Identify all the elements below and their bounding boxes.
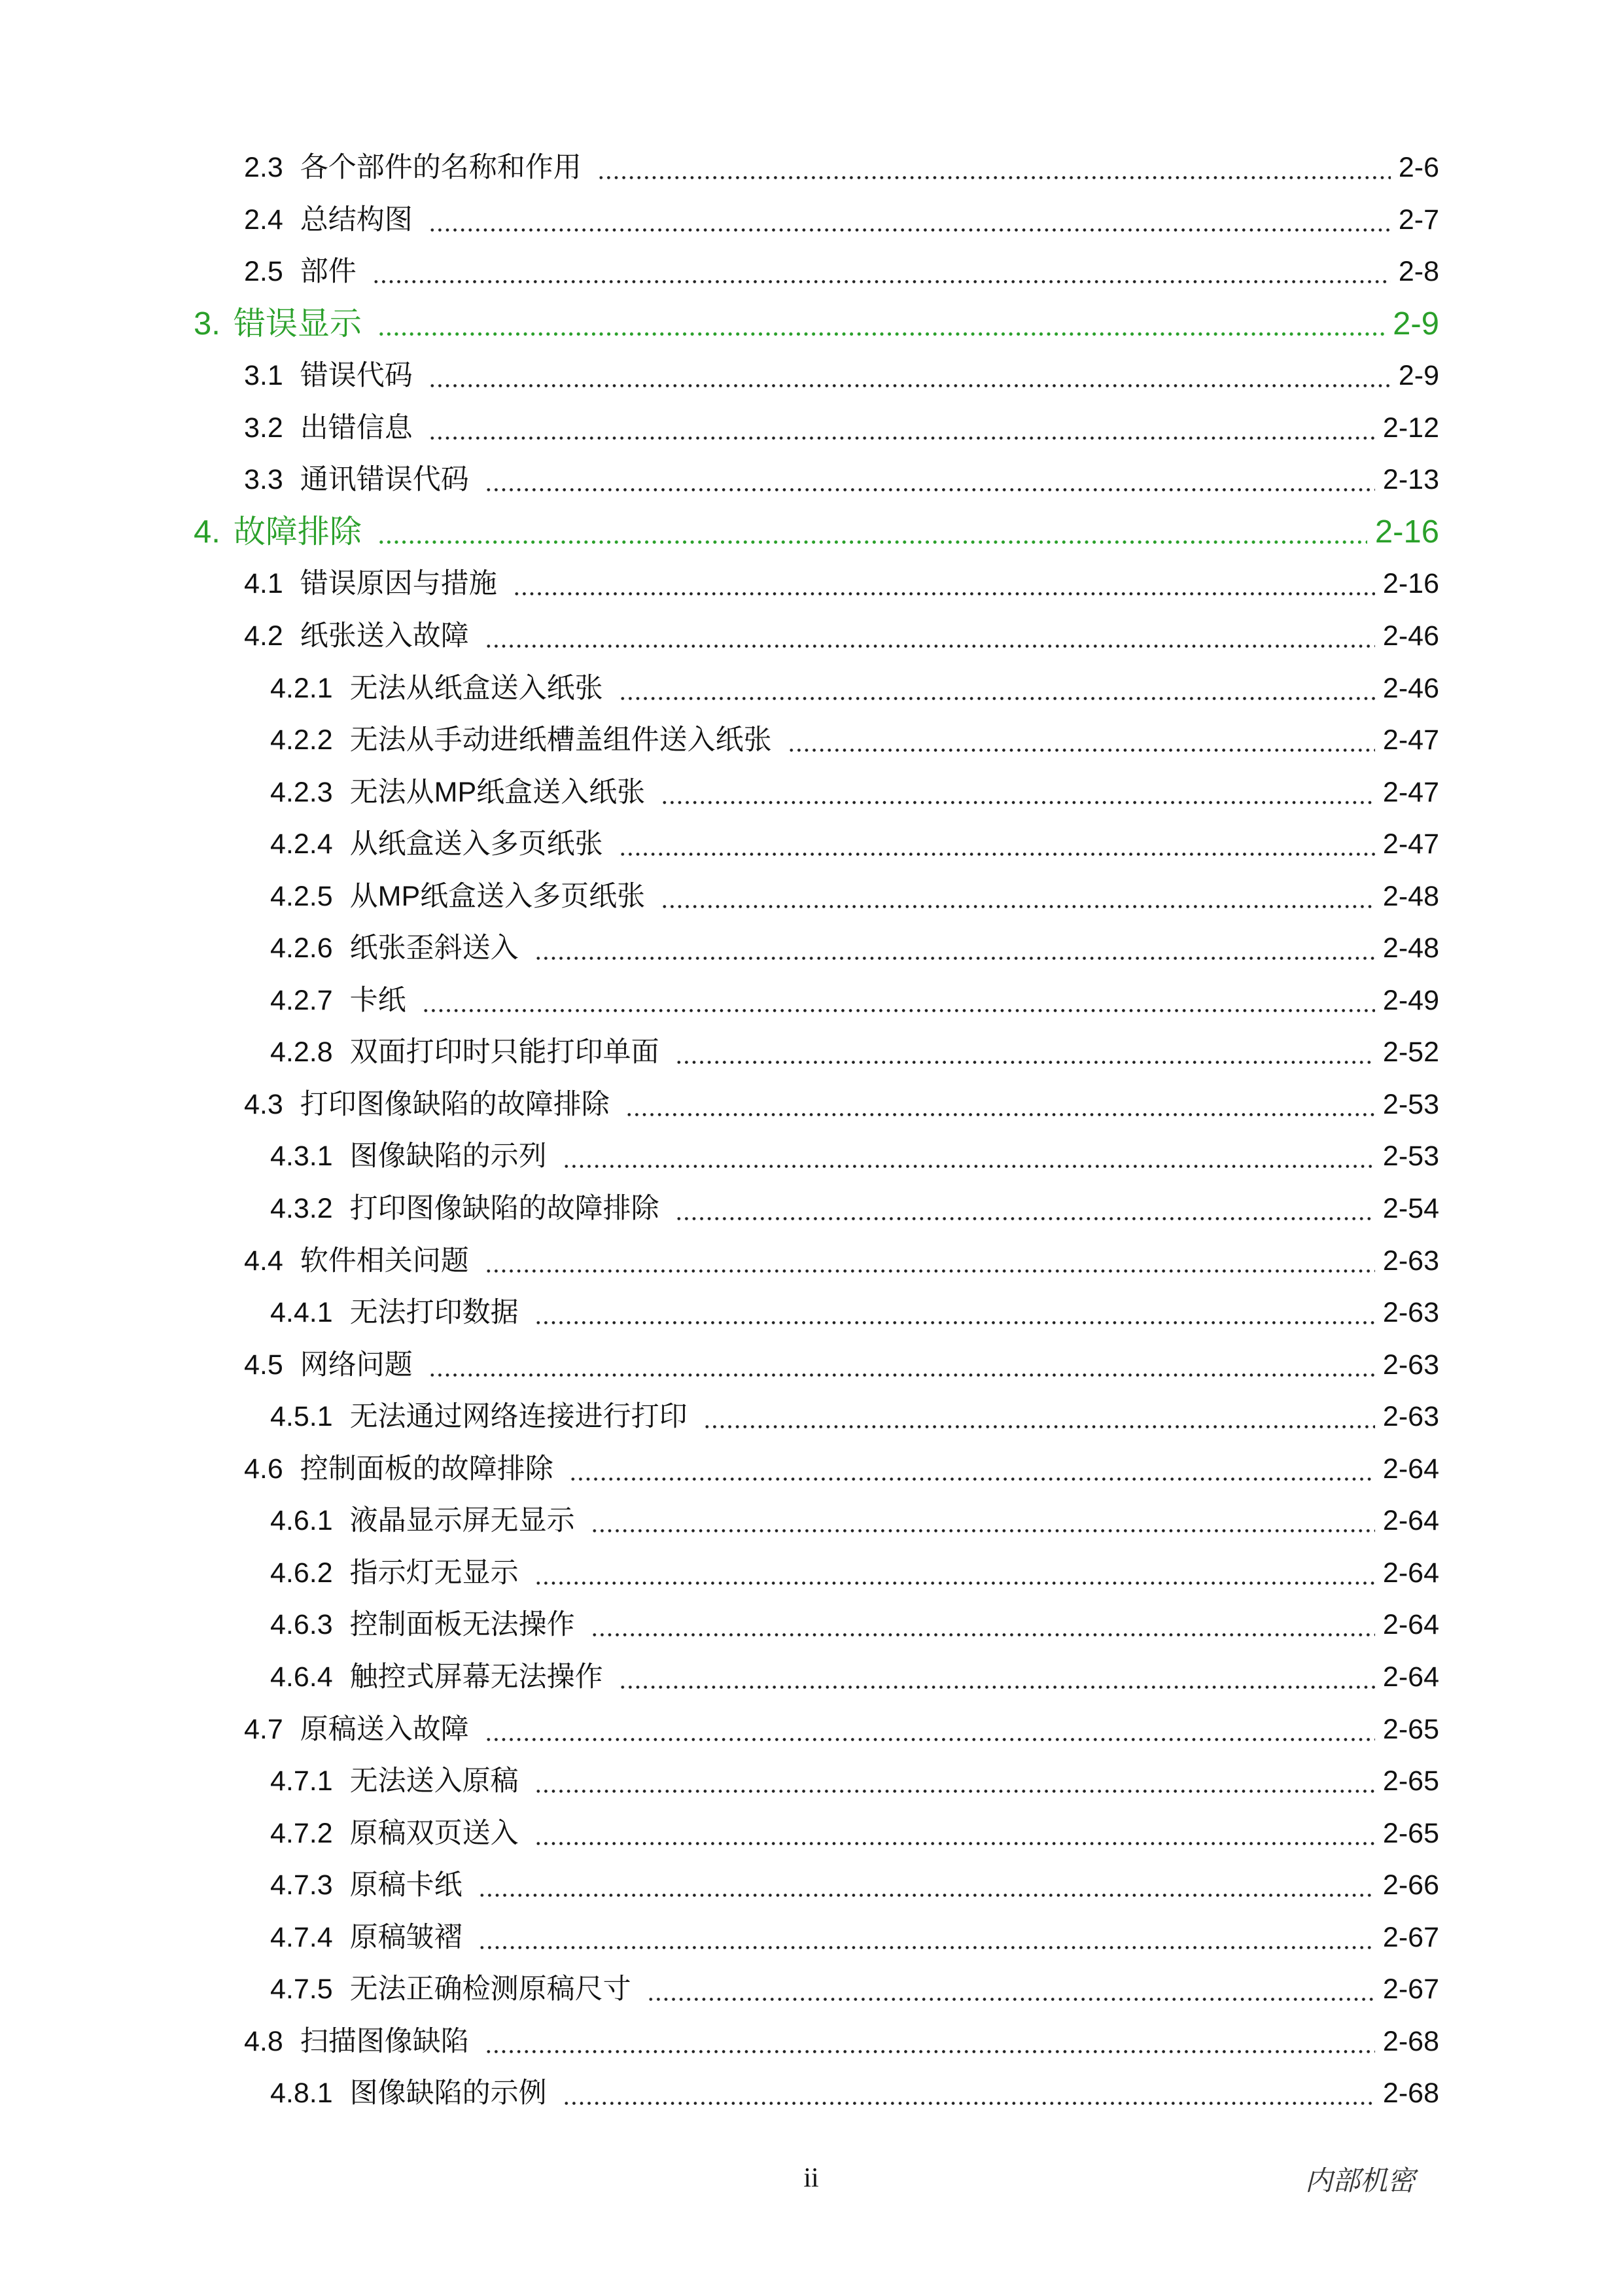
toc-entry-number: 4.6.4 xyxy=(270,1661,333,1693)
toc-entry-page: 2-68 xyxy=(1382,2077,1439,2109)
toc-entry-title: 无法打印数据 xyxy=(349,1297,519,1328)
toc-entry[interactable] xyxy=(244,251,1439,292)
toc-entry[interactable] xyxy=(270,1916,1439,1958)
toc-entry[interactable] xyxy=(270,1604,1439,1646)
toc-entry-page: 2-64 xyxy=(1382,1661,1439,1693)
toc-entry[interactable] xyxy=(270,771,1439,813)
toc-entry-number: 4.6.3 xyxy=(270,1609,333,1640)
toc-entry[interactable] xyxy=(244,407,1439,449)
page-number: ii xyxy=(803,2163,819,2193)
toc-entry-title: 从纸盒送入多页纸张 xyxy=(349,828,603,860)
toc-entry-page: 2-6 xyxy=(1398,152,1439,183)
dot-leader xyxy=(619,1656,1375,1698)
toc-entry[interactable] xyxy=(244,615,1439,657)
toc-entry-title: 无法送入原稿 xyxy=(349,1765,519,1797)
toc-entry-title: 部件 xyxy=(300,256,357,287)
toc-entry-number: 3.1 xyxy=(244,360,283,391)
toc-entry[interactable] xyxy=(270,980,1439,1021)
toc-entry-number: 4.6 xyxy=(244,1453,283,1485)
dot-leader xyxy=(478,1864,1375,1906)
toc-entry-page: 2-65 xyxy=(1382,1765,1439,1797)
toc-entry-page: 2-64 xyxy=(1382,1453,1439,1485)
toc-entry-number: 4.7.3 xyxy=(270,1869,333,1901)
toc-entry[interactable] xyxy=(244,1708,1439,1750)
toc-entry-page: 2-46 xyxy=(1382,620,1439,652)
dot-leader xyxy=(485,615,1375,657)
toc-entry[interactable] xyxy=(244,355,1439,397)
toc-entry-title: 无法正确检测原稿尺寸 xyxy=(349,1973,631,2005)
toc-entry-page: 2-64 xyxy=(1382,1557,1439,1589)
dot-leader xyxy=(372,251,1391,292)
dot-leader xyxy=(597,147,1391,188)
toc-entry-number: 4.2.8 xyxy=(270,1036,333,1068)
toc-entry[interactable] xyxy=(270,719,1439,761)
toc-entry-number: 2.3 xyxy=(244,152,283,183)
toc-entry-page: 2-47 xyxy=(1382,828,1439,860)
toc-entry[interactable] xyxy=(244,1448,1439,1490)
toc-entry-page: 2-9 xyxy=(1398,360,1439,391)
dot-leader xyxy=(661,771,1375,813)
toc-entry-title: 扫描图像缺陷 xyxy=(300,2026,469,2057)
toc-entry-number: 4.7.4 xyxy=(270,1922,333,1953)
toc-entry[interactable] xyxy=(244,1240,1439,1282)
toc-entry-title: 图像缺陷的示例 xyxy=(349,2077,547,2109)
toc-entry-title: 原稿卡纸 xyxy=(349,1869,462,1901)
dot-leader xyxy=(478,1916,1375,1958)
dot-leader xyxy=(485,1708,1375,1750)
toc-entry-number: 4.3.1 xyxy=(270,1140,333,1172)
toc-entry-title: 总结构图 xyxy=(300,204,413,236)
dot-leader xyxy=(485,1240,1375,1282)
toc-entry-number: 4.3.2 xyxy=(270,1193,333,1224)
toc-entry[interactable] xyxy=(270,1292,1439,1333)
toc-entry-number: 3.3 xyxy=(244,464,283,495)
toc-entry-number: 4.5 xyxy=(244,1349,283,1381)
toc-entry-number: 4.6.1 xyxy=(270,1505,333,1536)
toc-entry-page: 2-64 xyxy=(1382,1505,1439,1536)
toc-entry[interactable] xyxy=(270,927,1439,969)
toc-entry-number: 4.5.1 xyxy=(270,1401,333,1432)
toc-entry-title: 各个部件的名称和作用 xyxy=(300,152,582,183)
confidential-label: 内部机密 xyxy=(1305,2164,1416,2197)
toc-entry-title: 指示灯无显示 xyxy=(349,1557,519,1589)
toc-entry-title: 图像缺陷的示列 xyxy=(349,1140,547,1172)
dot-leader xyxy=(428,1344,1375,1386)
toc-entry-title: 打印图像缺陷的故障排除 xyxy=(349,1193,659,1224)
toc-entry[interactable] xyxy=(270,2072,1439,2114)
toc-entry-number: 2.4 xyxy=(244,204,283,236)
toc-entry-number: 4.4 xyxy=(244,1245,283,1277)
toc-entry-number: 4.7.5 xyxy=(270,1973,333,2005)
toc-entry-title: 无法从手动进纸槽盖组件送入纸张 xyxy=(349,724,772,756)
toc-entry[interactable] xyxy=(270,1188,1439,1229)
toc-entry-page: 2-64 xyxy=(1382,1609,1439,1640)
toc-entry-page: 2-13 xyxy=(1382,464,1439,495)
toc-entry-number: 4.8.1 xyxy=(270,2077,333,2109)
toc-entry-page: 2-53 xyxy=(1382,1089,1439,1120)
toc-entry-title: 无法从纸盒送入纸张 xyxy=(349,673,603,704)
dot-leader xyxy=(703,1396,1375,1438)
toc-entry-number: 2.5 xyxy=(244,256,283,287)
toc-entry-page: 2-63 xyxy=(1382,1349,1439,1381)
toc-entry-page: 2-65 xyxy=(1382,1818,1439,1849)
toc-entry[interactable] xyxy=(270,875,1439,917)
toc-entry-page: 2-65 xyxy=(1382,1714,1439,1745)
toc-entry-title: 打印图像缺陷的故障排除 xyxy=(300,1089,610,1120)
toc-entry-number: 3.2 xyxy=(244,412,283,444)
toc-entry-title: 网络问题 xyxy=(300,1349,413,1381)
toc-entry[interactable] xyxy=(270,823,1439,865)
toc-entry-number: 4.2.2 xyxy=(270,724,333,756)
toc-entry[interactable] xyxy=(270,1812,1439,1854)
dot-leader xyxy=(428,407,1375,449)
toc-entry-page: 2-9 xyxy=(1393,306,1439,342)
toc-entry[interactable] xyxy=(244,563,1439,605)
dot-leader xyxy=(619,823,1375,865)
toc-entry-page: 2-46 xyxy=(1382,673,1439,704)
dot-leader xyxy=(563,1135,1375,1177)
toc-entry[interactable] xyxy=(270,1656,1439,1698)
toc-entry-page: 2-63 xyxy=(1382,1401,1439,1432)
dot-leader xyxy=(485,2021,1375,2062)
dot-leader xyxy=(534,1812,1375,1854)
toc-entry-page: 2-12 xyxy=(1382,412,1439,444)
toc-entry-page: 2-16 xyxy=(1382,568,1439,599)
toc-chapter-entry[interactable] xyxy=(194,511,1439,553)
dot-leader xyxy=(675,1031,1375,1073)
toc-entry-number: 4.7.1 xyxy=(270,1765,333,1797)
toc-entry-number: 4.8 xyxy=(244,2026,283,2057)
toc-entry[interactable] xyxy=(244,459,1439,501)
dot-leader xyxy=(647,1968,1375,2010)
toc-entry-page: 2-66 xyxy=(1382,1869,1439,1901)
toc-entry-title: 无法从MP纸盒送入纸张 xyxy=(349,777,646,808)
toc-entry-number: 4.4.1 xyxy=(270,1297,333,1328)
toc-entry-title: 触控式屏幕无法操作 xyxy=(349,1661,603,1693)
dot-leader xyxy=(591,1604,1375,1646)
toc-entry[interactable] xyxy=(244,199,1439,241)
dot-leader xyxy=(513,563,1375,605)
toc-entry-number: 4.2.1 xyxy=(270,673,333,704)
toc-entry-title: 原稿双页送入 xyxy=(349,1818,519,1849)
toc-entry[interactable] xyxy=(270,1864,1439,1906)
toc-entry-number: 4.2 xyxy=(244,620,283,652)
dot-leader xyxy=(377,303,1385,345)
toc-entry-page: 2-68 xyxy=(1382,2026,1439,2057)
toc-entry[interactable] xyxy=(270,1135,1439,1177)
toc-entry-number: 4.2.7 xyxy=(270,985,333,1016)
toc-entry-title: 纸张送入故障 xyxy=(300,620,469,652)
toc-entry-number: 3. xyxy=(194,306,220,342)
toc-entry-title: 错误显示 xyxy=(233,306,362,342)
toc-entry-page: 2-54 xyxy=(1382,1193,1439,1224)
toc-entry-page: 2-8 xyxy=(1398,256,1439,287)
toc-entry-page: 2-47 xyxy=(1382,724,1439,756)
toc-entry-number: 4.2.5 xyxy=(270,881,333,912)
toc-entry-number: 4.7.2 xyxy=(270,1818,333,1849)
dot-leader xyxy=(485,459,1375,501)
toc-entry-title: 液晶显示屏无显示 xyxy=(349,1505,575,1536)
toc-entry[interactable] xyxy=(270,1500,1439,1542)
dot-leader xyxy=(661,875,1375,917)
toc-entry-page: 2-67 xyxy=(1382,1922,1439,1953)
toc-entry-page: 2-67 xyxy=(1382,1973,1439,2005)
toc-entry-title: 无法通过网络连接进行打印 xyxy=(349,1401,688,1432)
toc-entry-title: 软件相关问题 xyxy=(300,1245,469,1277)
toc-entry-title: 出错信息 xyxy=(300,412,413,444)
toc-entry-number: 4.6.2 xyxy=(270,1557,333,1589)
dot-leader xyxy=(534,1760,1375,1802)
toc-entry[interactable] xyxy=(270,1760,1439,1802)
dot-leader xyxy=(534,1552,1375,1594)
dot-leader xyxy=(675,1188,1375,1229)
dot-leader xyxy=(619,667,1375,709)
toc-entry-number: 4.7 xyxy=(244,1714,283,1745)
dot-leader xyxy=(534,927,1375,969)
toc-entry-page: 2-49 xyxy=(1382,985,1439,1016)
dot-leader xyxy=(788,719,1375,761)
toc-entry-number: 4. xyxy=(194,514,220,550)
toc-entry-page: 2-7 xyxy=(1398,204,1439,236)
toc-entry[interactable] xyxy=(270,1396,1439,1438)
toc-entry-number: 4.2.3 xyxy=(270,777,333,808)
toc-entry-number: 4.2.6 xyxy=(270,932,333,964)
toc-entry-title: 控制面板的故障排除 xyxy=(300,1453,553,1485)
toc-entry-title: 卡纸 xyxy=(349,985,406,1016)
toc-entry-title: 错误代码 xyxy=(300,360,413,391)
toc-entry-title: 通讯错误代码 xyxy=(300,464,469,495)
toc-entry[interactable] xyxy=(244,1344,1439,1386)
toc-entry-number: 4.3 xyxy=(244,1089,283,1120)
dot-leader xyxy=(377,511,1367,553)
toc-entry-title: 从MP纸盒送入多页纸张 xyxy=(349,881,646,912)
dot-leader xyxy=(563,2072,1375,2114)
toc-entry-title: 纸张歪斜送入 xyxy=(349,932,519,964)
dot-leader xyxy=(422,980,1375,1021)
toc-entry[interactable] xyxy=(270,1031,1439,1073)
toc-entry[interactable] xyxy=(244,2021,1439,2062)
toc-entry-page: 2-63 xyxy=(1382,1297,1439,1328)
dot-leader xyxy=(569,1448,1375,1490)
dot-leader xyxy=(591,1500,1375,1542)
toc-entry-title: 双面打印时只能打印单面 xyxy=(349,1036,659,1068)
toc-entry-page: 2-52 xyxy=(1382,1036,1439,1068)
dot-leader xyxy=(625,1084,1375,1125)
toc-entry-title: 原稿送入故障 xyxy=(300,1714,469,1745)
toc-entry-number: 4.1 xyxy=(244,568,283,599)
toc-entry-page: 2-53 xyxy=(1382,1140,1439,1172)
toc-entry[interactable] xyxy=(244,1084,1439,1125)
toc-entry-page: 2-16 xyxy=(1374,514,1439,550)
toc-entry-title: 原稿皱褶 xyxy=(349,1922,462,1953)
toc-entry-page: 2-48 xyxy=(1382,932,1439,964)
toc-entry-page: 2-47 xyxy=(1382,777,1439,808)
toc-entry[interactable] xyxy=(244,147,1439,188)
toc-entry-title: 故障排除 xyxy=(233,514,362,550)
toc-entry-page: 2-63 xyxy=(1382,1245,1439,1277)
dot-leader xyxy=(534,1292,1375,1333)
toc-entry[interactable] xyxy=(270,1552,1439,1594)
toc-entry[interactable] xyxy=(270,1968,1439,2010)
toc-chapter-entry[interactable] xyxy=(194,303,1439,345)
toc-entry-number: 4.2.4 xyxy=(270,828,333,860)
toc-entry-title: 错误原因与措施 xyxy=(300,568,497,599)
dot-leader xyxy=(428,199,1391,241)
toc-entry-title: 控制面板无法操作 xyxy=(349,1609,575,1640)
dot-leader xyxy=(428,355,1391,397)
toc-entry[interactable] xyxy=(270,667,1439,709)
toc-entry-page: 2-48 xyxy=(1382,881,1439,912)
